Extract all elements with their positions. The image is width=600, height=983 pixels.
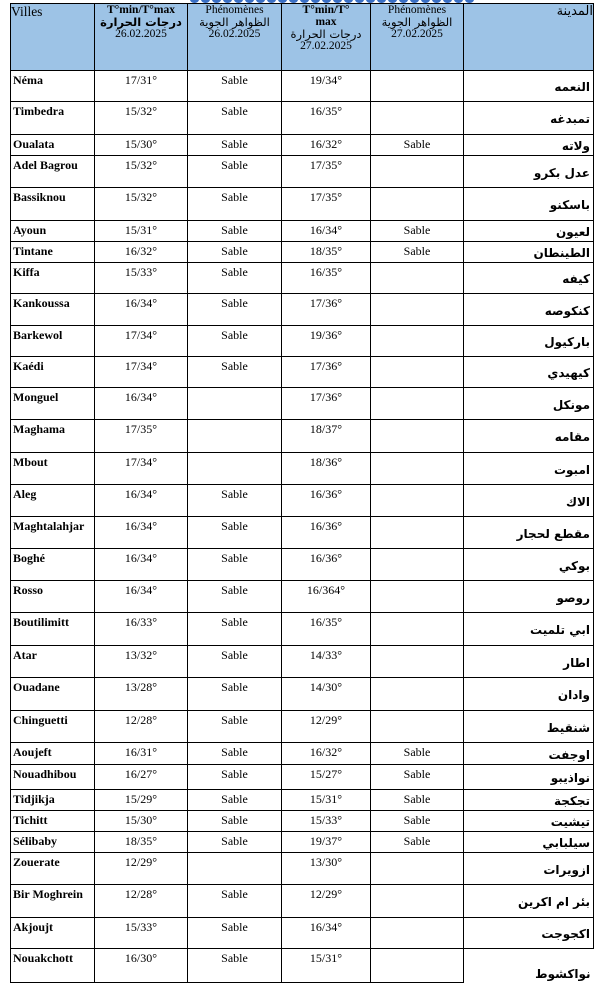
temp-day1: 15/32° [95,102,188,135]
table-row [11,102,594,135]
phenomenon-day2 [371,885,464,918]
temp-day1: 12/29° [95,853,188,885]
table-row [11,678,594,711]
city-name-ar: شنقيط [464,711,594,743]
city-name: Bir Moghrein [11,885,95,918]
city-name: Aoujeft [11,743,95,765]
city-name-ar: اكجوجت [464,918,594,949]
phenomenon-day1: Sable [188,357,282,388]
weather-forecast-table [10,3,594,983]
city-name: Ayoun [11,221,95,242]
phenomenon-day1: Sable [188,832,282,853]
temp-day2: 16/32° [282,135,371,156]
phenomenon-day1: Sable [188,711,282,743]
temp-day2: 19/37° [282,832,371,853]
city-name-ar: ولاته [464,135,594,156]
temp-day2: 18/37° [282,420,371,453]
table-row [11,711,594,743]
city-name: Tintane [11,242,95,263]
city-name-ar: امبوت [464,453,594,485]
city-name: Rosso [11,581,95,613]
temp-day1: 15/30° [95,811,188,832]
phenomenon-day2 [371,581,464,613]
temp-day1: 16/30° [95,949,188,983]
temp-day2: 15/27° [282,765,371,790]
temp-day1: 16/34° [95,388,188,420]
phenomenon-day2 [371,517,464,549]
temp-day2: 17/36° [282,388,371,420]
city-name: Oualata [11,135,95,156]
temp-day2: 17/36° [282,357,371,388]
temp-day2: 13/30° [282,853,371,885]
table-row [11,885,594,918]
table-row [11,263,594,294]
temp-day2: 12/29° [282,885,371,918]
table-row [11,188,594,221]
temp-day1: 15/32° [95,188,188,221]
phenomenon-day1: Sable [188,549,282,581]
temp-day2: 17/35° [282,188,371,221]
temp-day2: 16/364° [282,581,371,613]
phenomenon-day1: Sable [188,263,282,294]
city-name-ar: اوجفت [464,743,594,765]
city-name: Akjoujt [11,918,95,949]
city-name: Boutilimitt [11,613,95,646]
temp-day1: 16/32° [95,242,188,263]
city-name-ar: ازويرات [464,853,594,885]
city-name-ar: تجكجة [464,790,594,811]
phenomenon-day2: Sable [371,743,464,765]
temp-day1: 13/32° [95,646,188,678]
temp-day2: 15/31° [282,949,371,983]
table-row [11,420,594,453]
city-name: Néma [11,71,95,102]
phenomenon-day2 [371,357,464,388]
table-row [11,613,594,646]
phenomenon-day2 [371,388,464,420]
city-name: Aleg [11,485,95,517]
table-row [11,388,594,420]
city-name: Mbout [11,453,95,485]
temp-day2: 16/35° [282,102,371,135]
city-name: Nouakchott [11,949,95,983]
phenomenon-day2: Sable [371,135,464,156]
temp-day1: 16/33° [95,613,188,646]
table-row [11,517,594,549]
city-name: Chinguetti [11,711,95,743]
temp-day1: 17/34° [95,357,188,388]
city-name-ar: كيفه [464,263,594,294]
city-name: Maghama [11,420,95,453]
phenomenon-day2: Sable [371,242,464,263]
phenomenon-day2 [371,102,464,135]
phenomenon-day1 [188,453,282,485]
city-name-ar: باسكنو [464,188,594,221]
city-name-ar: نواذيبو [464,765,594,790]
phenomenon-day1: Sable [188,135,282,156]
city-name-ar: كيهيدي [464,357,594,388]
temp-day1: 16/34° [95,549,188,581]
phenomenon-day1 [188,420,282,453]
table-row [11,221,594,242]
city-name-ar: تيشيت [464,811,594,832]
phenomenon-day1: Sable [188,188,282,221]
header-villes: Villes [11,4,95,71]
phenomenon-day1: Sable [188,517,282,549]
temp-day1: 13/28° [95,678,188,711]
table-row [11,357,594,388]
temp-day2: 16/36° [282,517,371,549]
table-row [11,765,594,790]
phenomenon-day2 [371,420,464,453]
temp-day1: 16/31° [95,743,188,765]
table-row [11,811,594,832]
table-row [11,853,594,885]
phenomenon-day2: Sable [371,832,464,853]
phenomenon-day1: Sable [188,156,282,188]
temp-day1: 15/33° [95,263,188,294]
phenomenon-day1 [188,853,282,885]
phenomenon-day1: Sable [188,678,282,711]
header-phenom-day1: Phénomènes الظواهر الجوية 26.02.2025 [188,4,282,71]
temp-day1: 16/34° [95,517,188,549]
phenomenon-day2 [371,853,464,885]
city-name: Zouerate [11,853,95,885]
table-row [11,832,594,853]
temp-day1: 15/31° [95,221,188,242]
temp-day1: 16/34° [95,294,188,326]
phenomenon-day2: Sable [371,811,464,832]
city-name-ar: اطار [464,646,594,678]
temp-day2: 16/34° [282,221,371,242]
table-row [11,949,594,983]
temp-day1: 17/34° [95,453,188,485]
phenomenon-day1: Sable [188,949,282,983]
temp-day1: 17/34° [95,326,188,357]
temp-day2: 16/32° [282,743,371,765]
phenomenon-day1: Sable [188,485,282,517]
city-name-ar: كنكوصه [464,294,594,326]
phenomenon-day2 [371,949,464,983]
city-name-ar: وادان [464,678,594,711]
temp-day1: 16/34° [95,485,188,517]
temp-day1: 12/28° [95,885,188,918]
city-name-ar: نواكشوط [464,949,594,983]
city-name: Kiffa [11,263,95,294]
phenomenon-day2 [371,711,464,743]
temp-day2: 16/34° [282,918,371,949]
phenomenon-day2 [371,188,464,221]
city-name-ar: النعمه [464,71,594,102]
temp-day2: 16/35° [282,263,371,294]
table-row [11,71,594,102]
phenomenon-day1: Sable [188,581,282,613]
phenomenon-day2 [371,453,464,485]
table-row [11,242,594,263]
phenomenon-day2 [371,156,464,188]
temp-day1: 16/27° [95,765,188,790]
temp-day2: 14/33° [282,646,371,678]
city-name: Barkewol [11,326,95,357]
phenomenon-day1: Sable [188,811,282,832]
phenomenon-day1: Sable [188,646,282,678]
temp-day1: 17/35° [95,420,188,453]
table-row [11,485,594,517]
temp-day1: 12/28° [95,711,188,743]
phenomenon-day1: Sable [188,294,282,326]
phenomenon-day1: Sable [188,885,282,918]
phenomenon-day2 [371,613,464,646]
city-name-ar: باركيول [464,326,594,357]
phenomenon-day1: Sable [188,765,282,790]
table-row [11,326,594,357]
phenomenon-day2 [371,294,464,326]
phenomenon-day2 [371,646,464,678]
temp-day2: 19/36° [282,326,371,357]
phenomenon-day1: Sable [188,326,282,357]
phenomenon-day1: Sable [188,918,282,949]
phenomenon-day1: Sable [188,221,282,242]
city-name-ar: تمبدغه [464,102,594,135]
table-row [11,294,594,326]
temp-day1: 15/30° [95,135,188,156]
city-name-ar: عدل بكرو [464,156,594,188]
temp-day1: 17/31° [95,71,188,102]
table-row [11,156,594,188]
city-name: Tichitt [11,811,95,832]
header-row [11,4,594,71]
phenomenon-day1: Sable [188,102,282,135]
city-name-ar: مونكل [464,388,594,420]
city-name-ar: الاك [464,485,594,517]
city-name: Atar [11,646,95,678]
city-name: Monguel [11,388,95,420]
temp-day2: 19/34° [282,71,371,102]
phenomenon-day2 [371,326,464,357]
temp-day2: 14/30° [282,678,371,711]
table-body [11,71,594,983]
city-name: Sélibaby [11,832,95,853]
city-name: Bassiknou [11,188,95,221]
phenomenon-day2 [371,263,464,294]
phenomenon-day1: Sable [188,242,282,263]
temp-day1: 15/32° [95,156,188,188]
city-name: Maghtalahjar [11,517,95,549]
phenomenon-day2: Sable [371,790,464,811]
city-name: Tidjikja [11,790,95,811]
table-row [11,743,594,765]
phenomenon-day2 [371,549,464,581]
table-row [11,135,594,156]
phenomenon-day2: Sable [371,765,464,790]
temp-day2: 15/31° [282,790,371,811]
phenomenon-day1: Sable [188,743,282,765]
table-row [11,581,594,613]
phenomenon-day2 [371,678,464,711]
city-name: Kankoussa [11,294,95,326]
city-name-ar: بئر ام اكرين [464,885,594,918]
city-name: Boghé [11,549,95,581]
temp-day2: 15/33° [282,811,371,832]
header-temp-day1: T°min/T°max درجات الحرارة 26.02.2025 [95,4,188,71]
city-name-ar: بوكي [464,549,594,581]
city-name-ar: مقامه [464,420,594,453]
city-name: Nouadhibou [11,765,95,790]
phenomenon-day1: Sable [188,71,282,102]
temp-day2: 17/36° [282,294,371,326]
city-name-ar: الطينطان [464,242,594,263]
phenomenon-day2 [371,485,464,517]
city-name-ar: روصو [464,581,594,613]
city-name-ar: لعيون [464,221,594,242]
header-city-ar: المدينة [464,4,594,71]
phenomenon-day2 [371,71,464,102]
temp-day2: 17/35° [282,156,371,188]
city-name-ar: ابي تلميت [464,613,594,646]
city-name-ar: مقطع لحجار [464,517,594,549]
temp-day1: 15/33° [95,918,188,949]
temp-day1: 15/29° [95,790,188,811]
table-row [11,453,594,485]
phenomenon-day2: Sable [371,221,464,242]
city-name: Ouadane [11,678,95,711]
phenomenon-day2 [371,918,464,949]
phenomenon-day1 [188,388,282,420]
city-name: Kaédi [11,357,95,388]
temp-day1: 16/34° [95,581,188,613]
temp-day2: 18/36° [282,453,371,485]
table-row [11,646,594,678]
temp-day2: 12/29° [282,711,371,743]
phenomenon-day1: Sable [188,790,282,811]
temp-day2: 18/35° [282,242,371,263]
temp-day2: 16/36° [282,549,371,581]
city-name: Adel Bagrou [11,156,95,188]
table-row [11,790,594,811]
temp-day1: 18/35° [95,832,188,853]
phenomenon-day1: Sable [188,613,282,646]
temp-day2: 16/35° [282,613,371,646]
header-temp-day2: T°min/T° max درجات الحرارة 27.02.2025 [282,4,371,71]
city-name-ar: سيلبابي [464,832,594,853]
city-name: Timbedra [11,102,95,135]
temp-day2: 16/36° [282,485,371,517]
header-phenom-day2: Phénomènes الظواهر الجوية 27.02.2025 [371,4,464,71]
table-row [11,549,594,581]
table-row [11,918,594,949]
